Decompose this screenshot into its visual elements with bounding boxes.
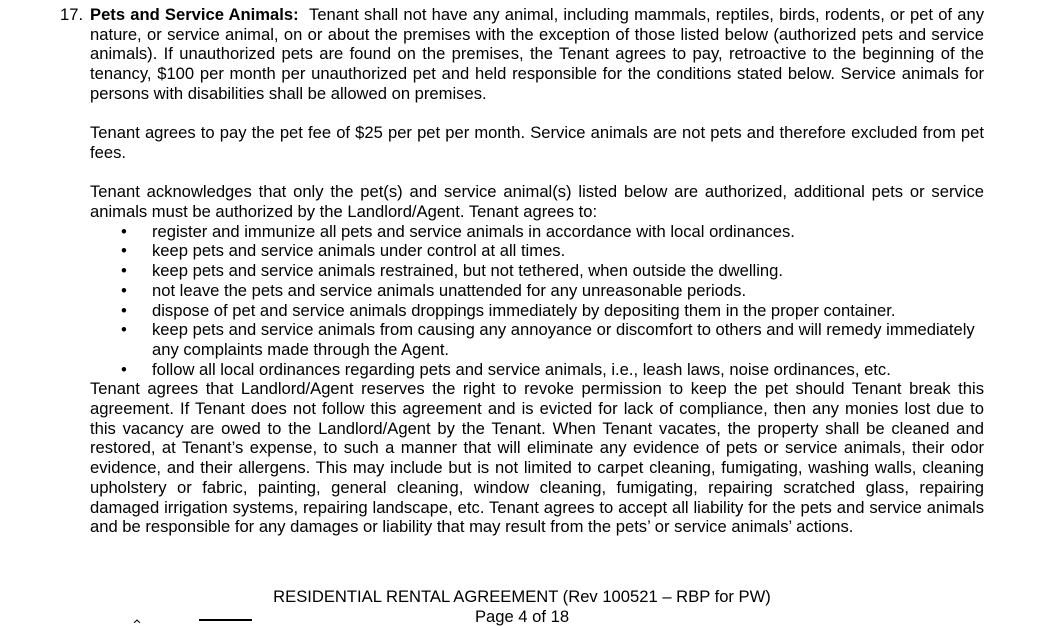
list-item bbox=[90, 261, 984, 281]
list-item bbox=[90, 241, 984, 261]
footer-title: RESIDENTIAL RENTAL AGREEMENT (Rev 100521 – RBP for PW) bbox=[273, 587, 771, 606]
list-item-text: keep pets and service animals restrained, but not tethered, when outside the dwelling. bbox=[152, 261, 783, 281]
tenant-obligations-list bbox=[90, 222, 984, 380]
footer-page-number: Page 4 of 18 bbox=[474, 606, 570, 626]
bullet-icon: • bbox=[121, 241, 127, 261]
list-item bbox=[90, 301, 984, 321]
list-item-text: keep pets and service animals under control at all times. bbox=[152, 241, 566, 261]
pet-fee-paragraph: Tenant agrees to pay the pet fee of $25 per pet per month. Service animals are not pets and therefore excluded from pet fees. bbox=[90, 123, 984, 162]
document-page bbox=[0, 5, 1042, 537]
intro-paragraph bbox=[90, 5, 984, 104]
list-item bbox=[90, 281, 984, 301]
bullet-icon: • bbox=[121, 300, 127, 320]
footer-mark-caret-icon bbox=[133, 617, 141, 621]
list-item-text: keep pets and service animals from causing any annoyance or discomfort to others and will remedy immediately any complaints made through the Agent. bbox=[152, 320, 975, 359]
bullet-icon: • bbox=[121, 221, 127, 241]
list-item-text: dispose of pet and service animals droppings immediately by depositing them in the proper container. bbox=[152, 300, 896, 320]
intro-text: Tenant shall not have any animal, including mammals, reptiles, birds, rodents, or pet of any nature, or service animal, on or about the premises with the exception of those listed below (authorized pets and service animals). If unauthorized pets are found on the premises, the Tenant agrees to pay, retroactive to the beginning of the tenancy, $100 per month per unauthorized pet and held responsible for the conditions stated below. Service animals for persons with disabilities shall be allowed on premises. bbox=[90, 5, 984, 103]
bullet-icon: • bbox=[121, 320, 127, 340]
acknowledge-paragraph: Tenant acknowledges that only the pet(s) and service animal(s) listed below are authorized, additional pets or service animals must be authorized by the Landlord/Agent. Tenant agrees to: bbox=[90, 182, 984, 221]
page-footer bbox=[0, 587, 1042, 626]
bullet-icon: • bbox=[121, 280, 127, 300]
section-pets-and-service-animals bbox=[60, 5, 984, 537]
section-number: 17. bbox=[60, 5, 84, 24]
section-title: Pets and Service Animals: bbox=[90, 5, 299, 24]
list-item-text: register and immunize all pets and service animals in accordance with local ordinances. bbox=[152, 221, 795, 241]
list-item-text: follow all local ordinances regarding pets and service animals, i.e., leash laws, noise ordinances, etc. bbox=[152, 359, 891, 379]
list-item-text: not leave the pets and service animals unattended for any unreasonable periods. bbox=[152, 280, 747, 300]
list-item bbox=[90, 222, 984, 242]
list-item bbox=[90, 360, 984, 380]
list-item bbox=[90, 320, 984, 359]
closing-paragraph: Tenant agrees that Landlord/Agent reserves the right to revoke permission to keep the pet should Tenant break this agreement. If Tenant does not follow this agreement and is evicted for lack of compliance, then any monies lost due to this vacancy are owed to the Landlord/Agent by the Tenant. When Tenant vacates, the property shall be cleaned and restored, at Tenant’s expense, to such a manner that will eliminate any evidence of pets or service animals, their odor evidence, and their allergens. This may include but is not limited to carpet cleaning, fumigating, washing walls, cleaning upholstery or fabric, painting, general cleaning, window cleaning, fumigating, repairing scratched glass, repairing damaged irrigation systems, repairing landscape, etc. Tenant agrees to accept all liability for the pets and service animals and be responsible for any damages or liability that may result from the pets’ or service animals’ actions. bbox=[90, 379, 984, 537]
bullet-icon: • bbox=[121, 261, 127, 281]
bullet-icon: • bbox=[121, 359, 127, 379]
